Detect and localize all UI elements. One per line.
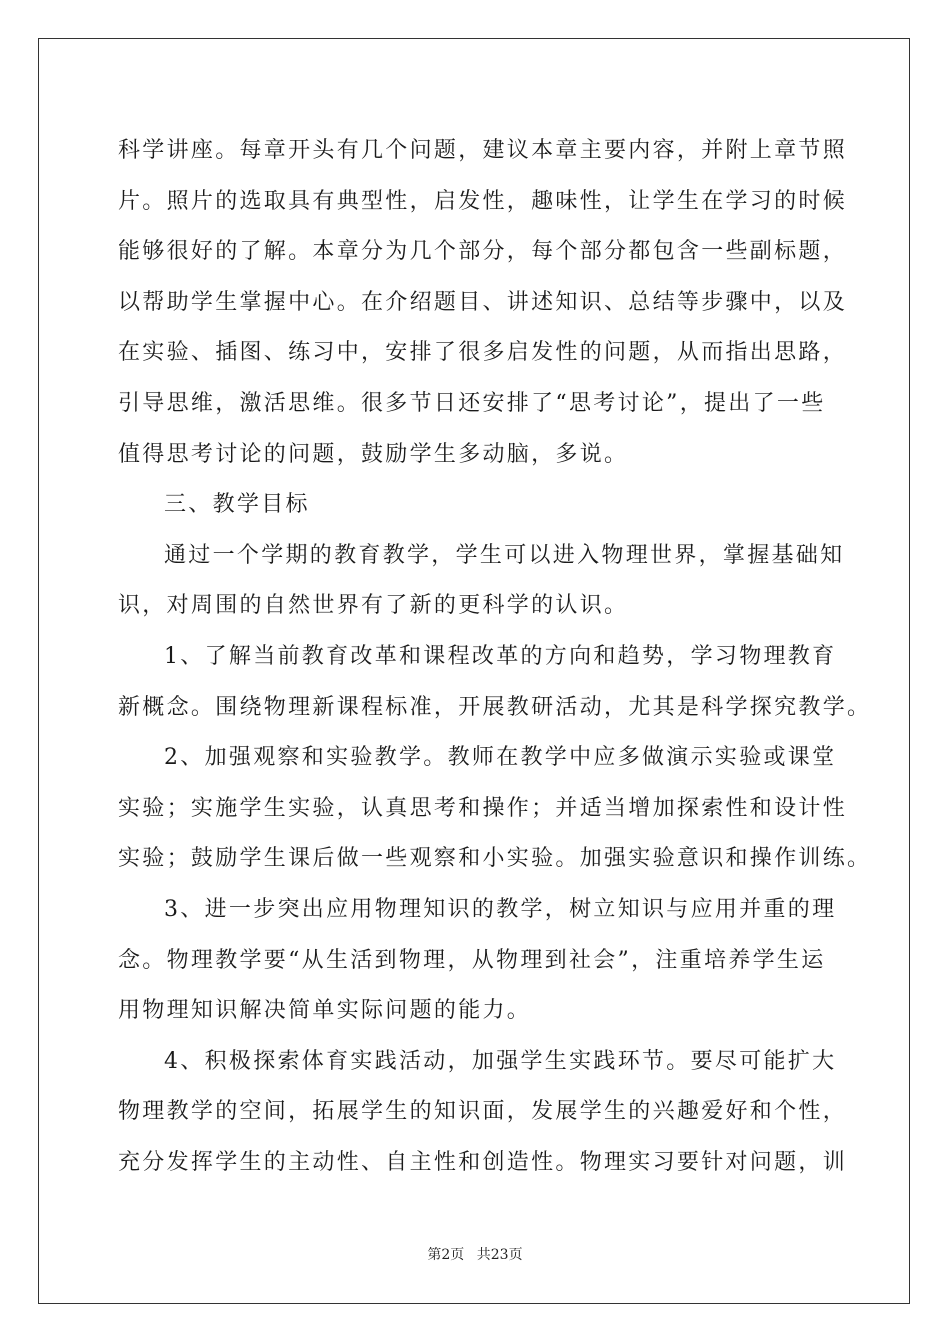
text-line: 物理教学的空间，拓展学生的知识面，发展学生的兴趣爱好和个性， — [118, 1099, 848, 1125]
page-number: 第2页 — [427, 1247, 465, 1263]
page-total: 共23页 — [476, 1247, 523, 1263]
text-line: 通过一个学期的教育教学，学生可以进入物理世界，掌握基础知 — [164, 542, 845, 568]
text-line: 念。物理教学要“从生活到物理，从物理到社会”，注重培养学生运 — [118, 947, 826, 973]
text-line: 片。照片的选取具有典型性，启发性，趣味性，让学生在学习的时候 — [118, 188, 848, 214]
page-footer — [0, 1244, 950, 1264]
text-line: 在实验、插图、练习中，安排了很多启发性的问题，从而指出思路， — [118, 340, 848, 366]
text-line: 引导思维，激活思维。很多节日还安排了“思考讨论”，提出了一些 — [118, 390, 826, 416]
document-body — [118, 126, 872, 1188]
text-line: 1、了解当前教育改革和课程改革的方向和趋势，学习物理教育 — [164, 643, 837, 669]
text-line: 以帮助学生掌握中心。在介绍题目、讲述知识、总结等步骤中，以及 — [118, 289, 848, 315]
text-line: 能够很好的了解。本章分为几个部分，每个部分都包含一些副标题， — [118, 239, 848, 265]
text-line: 新概念。围绕物理新课程标准，开展教研活动，尤其是科学探究教学。 — [118, 694, 872, 720]
text-line: 实验；实施学生实验，认真思考和操作；并适当增加探索性和设计性 — [118, 795, 848, 821]
text-line: 值得思考讨论的问题，鼓励学生多动脑，多说。 — [118, 441, 629, 467]
text-line: 用物理知识解决简单实际问题的能力。 — [118, 998, 532, 1024]
text-line: 3、进一步突出应用物理知识的教学，树立知识与应用并重的理 — [164, 896, 837, 922]
text-line: 充分发挥学生的主动性、自主性和创造性。物理实习要针对问题，训 — [118, 1149, 848, 1175]
text-line: 2、加强观察和实验教学。教师在教学中应多做演示实验或课堂 — [164, 745, 837, 771]
text-line: 实验；鼓励学生课后做一些观察和小实验。加强实验意识和操作训练。 — [118, 846, 872, 872]
text-line: 三、教学目标 — [164, 492, 310, 518]
text-line: 4、积极探索体育实践活动，加强学生实践环节。要尽可能扩大 — [164, 1048, 837, 1074]
text-line: 识，对周围的自然世界有了新的更科学的认识。 — [118, 593, 629, 619]
text-line: 科学讲座。每章开头有几个问题，建议本章主要内容，并附上章节照 — [118, 138, 848, 163]
